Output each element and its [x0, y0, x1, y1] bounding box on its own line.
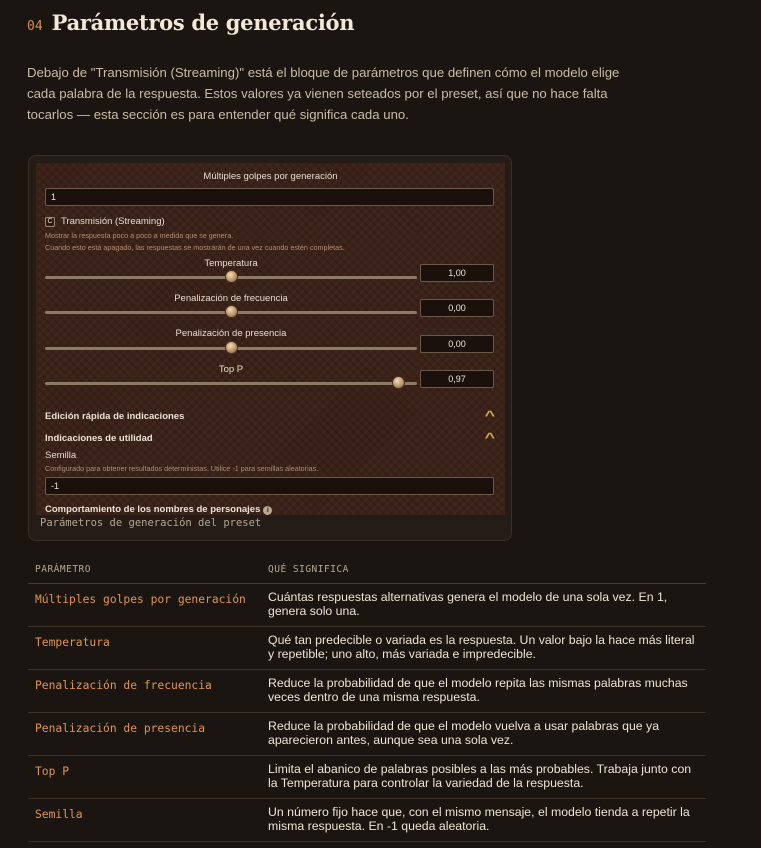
quick-edit-label: Edición rápida de indicaciones [45, 411, 185, 422]
seed-help: Configurado para obtener resultados deterministas. Utilice -1 para semillas aleatorias. [45, 464, 319, 473]
char-names-label: Comportamiento de los nombres de personajes [45, 504, 261, 515]
slider-label-frequency: Penalización de frecuencia [174, 293, 288, 304]
multi-swipes-label: Múltiples golpes por generación [203, 171, 338, 182]
section-number: 04 [27, 19, 43, 34]
header-parameter: PARÁMETRO [28, 557, 261, 583]
chevron-up-icon[interactable]: ^ [484, 408, 496, 423]
param-name: Penalización de frecuencia [28, 669, 261, 712]
seed-field[interactable]: -1 [45, 477, 494, 495]
streaming-toggle[interactable] [45, 216, 165, 227]
slider-label-presence: Penalización de presencia [175, 328, 287, 339]
presence-value[interactable]: 0,00 [420, 335, 494, 353]
param-name: Múltiples golpes por generación [28, 583, 261, 626]
slider-frequency[interactable] [45, 311, 417, 314]
param-name: Top P [28, 755, 261, 798]
multi-swipes-field[interactable]: 1 [45, 188, 494, 206]
table-row [28, 755, 706, 798]
streaming-help-1: Mostrar la respuesta poco a poco a medida que se genera. [45, 231, 234, 240]
parameters-table [28, 557, 706, 842]
param-description: Un número fijo hace que, con el mismo mensaje, el modelo tienda a repetir la misma respuesta. En -1 queda aleatoria. [261, 798, 706, 841]
param-name: Semilla [28, 798, 261, 841]
slider-top-p[interactable] [45, 382, 417, 385]
quick-edit-row[interactable] [45, 408, 496, 423]
table-row [28, 583, 706, 626]
slider-thumb[interactable] [225, 341, 238, 354]
slider-thumb[interactable] [225, 305, 238, 318]
top-p-value[interactable]: 0,97 [420, 370, 494, 388]
frequency-value[interactable]: 0,00 [420, 299, 494, 317]
header-meaning: QUÉ SIGNIFICA [261, 557, 706, 583]
section-title: Parámetros de generación [51, 10, 355, 35]
screenshot-figure [28, 155, 512, 541]
table-row [28, 669, 706, 712]
param-description: Qué tan predecible o variada es la respuesta. Un valor bajo la hace más literal y repetible; uno alto, más variada e impredecible. [261, 626, 706, 669]
checkbox-icon[interactable]: C [45, 217, 55, 227]
table-row [28, 626, 706, 669]
section-header [27, 10, 354, 35]
param-name: Temperatura [28, 626, 261, 669]
seed-label: Semilla [45, 450, 77, 461]
slider-label-top-p: Top P [218, 364, 244, 375]
slider-presence[interactable] [45, 347, 417, 350]
param-description: Cuántas respuestas alternativas genera el modelo de una sola vez. En 1, genera solo una. [261, 583, 706, 626]
param-description: Limita el abanico de palabras posibles a las más probables. Trabaja junto con la Temperatura para controlar la variedad de la respuesta. [261, 755, 706, 798]
slider-label-temperature: Temperatura [204, 258, 258, 269]
temperature-value[interactable]: 1,00 [420, 264, 494, 282]
char-names-row[interactable] [45, 504, 494, 515]
figure-caption: Parámetros de generación del preset [40, 517, 262, 529]
preset-screenshot [36, 163, 505, 515]
param-description: Reduce la probabilidad de que el modelo vuelva a usar palabras que ya aparecieron antes, aunque sea una sola vez. [261, 712, 706, 755]
table-row [28, 798, 706, 841]
chevron-up-icon[interactable]: ^ [484, 430, 496, 445]
streaming-help-2: Cuando esto está apagado, las respuestas se mostrarán de una vez cuando estén completas. [45, 243, 345, 252]
slider-temperature[interactable] [45, 276, 417, 279]
param-description: Reduce la probabilidad de que el modelo repita las mismas palabras muchas veces dentro de una misma respuesta. [261, 669, 706, 712]
info-icon[interactable]: i [263, 506, 272, 515]
utility-row[interactable] [45, 430, 496, 445]
table-row [28, 712, 706, 755]
param-name: Penalización de presencia [28, 712, 261, 755]
streaming-label: Transmisión (Streaming) [61, 216, 165, 227]
table-header-row [28, 557, 706, 583]
utility-label: Indicaciones de utilidad [45, 433, 153, 444]
section-intro: Debajo de "Transmisión (Streaming)" está el bloque de parámetros que definen cómo el modelo elige cada palabra de la respuesta. Estos valores ya vienen seteados por el preset, así que no hace falta tocarlos — esta sección es para entender qué significa cada uno. [27, 65, 620, 122]
slider-thumb[interactable] [392, 376, 405, 389]
slider-thumb[interactable] [225, 270, 238, 283]
